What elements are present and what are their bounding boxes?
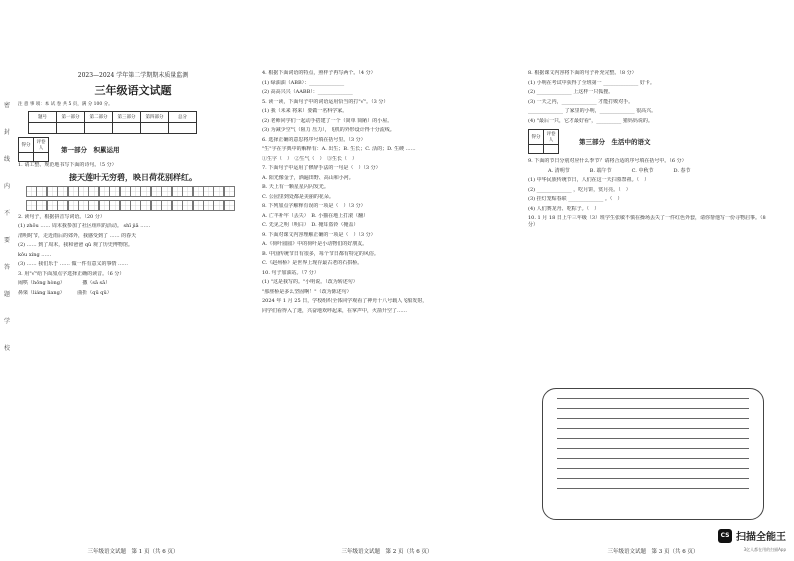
- question-line: 9. 下面对课文内容理解正确的一项是（ ）（3 分）: [262, 231, 376, 238]
- question-11: 8. 根据课文内容将下面的句子补充完整。（8 分）: [528, 70, 637, 76]
- question-line: (3) …… 我们乐于 …… 做一件有意义的事情 ……: [18, 261, 129, 267]
- score-header: 第四部分: [141, 112, 169, 123]
- writing-grid[interactable]: [26, 186, 248, 197]
- question-line: "那座桥是多么坚固啊！"（改为陈述句）: [262, 288, 352, 295]
- option: C. 中秋节: [631, 168, 654, 174]
- question-line: (1) 小明在考试中获得了全班第一 ______________ 好卡。: [528, 79, 655, 86]
- page-footer: 三年级语文试题 第 1 页（共 6 页）: [87, 549, 179, 555]
- answer-scroll[interactable]: [542, 388, 764, 520]
- question-line: 8. 下列加点字解释有误的一项是（ ）（3 分）: [262, 203, 366, 209]
- scanner-watermark: [718, 528, 786, 543]
- question-line: (3) 一天之内，______________ 才能打败对手。: [528, 98, 634, 105]
- poem-line: 接天莲叶无穷碧，映日荷花别样红。: [69, 171, 197, 182]
- question-2: 2. 读句子，根据拼音写词语。（20 分）: [18, 213, 105, 220]
- binding-margin: [4, 100, 14, 352]
- grader-box: 得分 评卷人: [528, 129, 559, 154]
- option: B. 端午节: [589, 168, 612, 174]
- question-line: (4) 人们赛龙舟、吃粽子。（ ）: [528, 205, 600, 212]
- score-header: 总分: [169, 112, 197, 123]
- question-line: kǒu xíng ……: [18, 251, 52, 258]
- question-4: 4. 根据下面词语的特点，照样子再写两个。（4 分）: [262, 70, 376, 76]
- question-line: "生"字在字典中的解释有：A. 出生；B. 生长；C. 活的；D. 生硬 ……: [262, 146, 416, 152]
- question-12: 9. 下面的节日分别对应什么季节？请将合适的序号填在括号中。（6 分）: [528, 157, 687, 164]
- margin-label: 封: [4, 129, 11, 136]
- watermark-text: 扫描全能王: [736, 532, 786, 543]
- question-line: (4) "最后一只，它才最好看"，__________ 猪妈妈说的。: [528, 117, 653, 124]
- page-2: [262, 70, 512, 561]
- question-line: (2) …… 到了周末，我和爸爸 qǔ 观了历史博物馆。: [18, 242, 133, 248]
- question-line: 鼻梁（liáng liang） 曲折（qū qǔ）: [18, 289, 112, 296]
- question-1: 1. 请工整、规范地书写下面的诗句。（5 分）: [18, 162, 117, 168]
- question-line: (1) 中华民族传统节日，人们在这一天扫墓祭祖。（ ）: [528, 177, 650, 183]
- page-1: [18, 70, 248, 561]
- question-line: A. 亡羊补牢（丢失） B. 小猫在地上打滚（翻）: [262, 212, 369, 219]
- page-footer: 三年级语文试题 第 2 页（共 6 页）: [341, 549, 433, 555]
- option: D. 春节: [673, 168, 691, 174]
- question-6: 6. 选择正确的意思将序号填在括号里。（3 分）: [262, 136, 366, 143]
- margin-label: 学: [4, 318, 11, 325]
- score-table: [28, 111, 197, 134]
- question-line: C. 先见之明（明白） D. 掩耳盗铃（掩盖）: [262, 222, 359, 228]
- exam-note: 注 意 事 项：本 试 卷 共 5 页，满 分 100 分。: [18, 102, 113, 107]
- question-line: ______________ 了家里的小明，______________ 很高兴。: [528, 108, 657, 114]
- question-line: 2024 年 1 月 25 日，学校组织全体同学观看了神舟十八号载人飞船发射，: [262, 298, 428, 304]
- section-heading: 第三部分 生活中的语文: [579, 137, 651, 146]
- question-line: C.《赵州桥》是世界上现存最古老的石拱桥。: [262, 260, 363, 266]
- page-footer: 三年级语文试题 第 3 页（共 6 页）: [607, 549, 699, 555]
- question-line: (1) zhōu …… 周末我参加了社区组织的活动。 shī jiā ……: [18, 223, 151, 229]
- question-line: (3) 挂灯笼贴春联 ______________ 。（ ）: [528, 196, 623, 202]
- cs-logo-icon: CS: [718, 529, 732, 543]
- exam-title: 三年级语文试题: [94, 84, 172, 97]
- question-line: ①生字（ ） ②生气（ ） ③生长（ ）: [262, 155, 358, 162]
- question-line: 闹哄（hǒng hòng） 撒（sā sǎ）: [18, 280, 111, 286]
- score-header: 第三部分: [113, 112, 141, 123]
- margin-label: 要: [4, 237, 11, 244]
- question-10: 10. 句子加油站。（7 分）: [262, 269, 319, 276]
- question-13: 10. 1 月 18 日上午三年级（3）班学生张敏不慎在操场丢失了一件红色外套，请你帮他写一份寻物启事。（8 分）: [528, 215, 766, 228]
- section-heading: 第一部分 积累运用: [61, 146, 120, 154]
- question-line: 清明时节，走近雨后的郊外，我感受到了 …… 的春天: [18, 232, 137, 239]
- margin-label: 校: [4, 345, 11, 352]
- question-line: (3) 为减少空气（阻力 压力），飞机的外形设计得十分流线。: [262, 127, 395, 133]
- question-line: A.《荷叶圆圆》中的荷叶是小动物们的好朋友。: [262, 241, 368, 247]
- option: A. 清明节: [548, 168, 570, 174]
- margin-label: 线: [4, 156, 11, 163]
- grader-box: 得分 评卷人: [18, 137, 49, 162]
- margin-label: 内: [4, 183, 11, 190]
- question-line: B. 中国传统节日有很多，每个节日都有特定的风俗。: [262, 250, 379, 257]
- question-line: C. 公园里到处都是美丽的花朵。: [262, 193, 334, 200]
- score-header: 第二部分: [85, 112, 113, 123]
- margin-label: 密: [4, 102, 11, 109]
- question-line: (2) 高高兴兴（AABB）：______________: [262, 89, 353, 95]
- question-line: (1) 绿油油（ABB）：______________: [262, 79, 345, 86]
- score-header: 第一部分: [57, 112, 85, 123]
- writing-grid[interactable]: [26, 200, 248, 211]
- exam-heading: 2023—2024 学年第二学期期末质量监测: [77, 72, 189, 79]
- question-line: 同学们看得入了迷，兴奋地欢呼起来，在掌声中，火箭升空了……: [262, 307, 408, 314]
- question-line: (1) 我（未来 将来）要做一名科学家。: [262, 108, 348, 114]
- question-line: 7. 下面句子中运用了修辞手法的一句是（ ）（3 分）: [262, 165, 381, 171]
- score-header: 题号: [29, 112, 57, 123]
- question-line: (2) ______________ ，吃月饼，赏月亮。（ ）: [528, 186, 631, 193]
- watermark-subtext: 3亿人都在用的扫描App: [743, 547, 786, 552]
- margin-label: 题: [4, 291, 11, 298]
- question-5: 5. 读一读，下面句子中的词语运用恰当的打"√"。（3 分）: [262, 98, 389, 105]
- question-3: 3. 用"√"给下面加点字选择正确的读音。（6 分）: [18, 270, 125, 277]
- question-line: (1) "这是我写的。"小明说。（改为转述句）: [262, 279, 358, 285]
- question-line: A. 阳光像金子，洒遍田野、高山和小河。: [262, 174, 354, 181]
- margin-label: 不: [4, 210, 11, 217]
- question-line: (2) ______________ 上这样一只狐狸。: [528, 89, 614, 95]
- question-line: B. 天上有一颗星星闪闪发光。: [262, 184, 329, 190]
- margin-label: 答: [4, 264, 11, 271]
- question-line: (2) 老师同学们一起动手搭建了一个（简单 简陋）的小屋。: [262, 117, 393, 124]
- page-3: [528, 70, 778, 561]
